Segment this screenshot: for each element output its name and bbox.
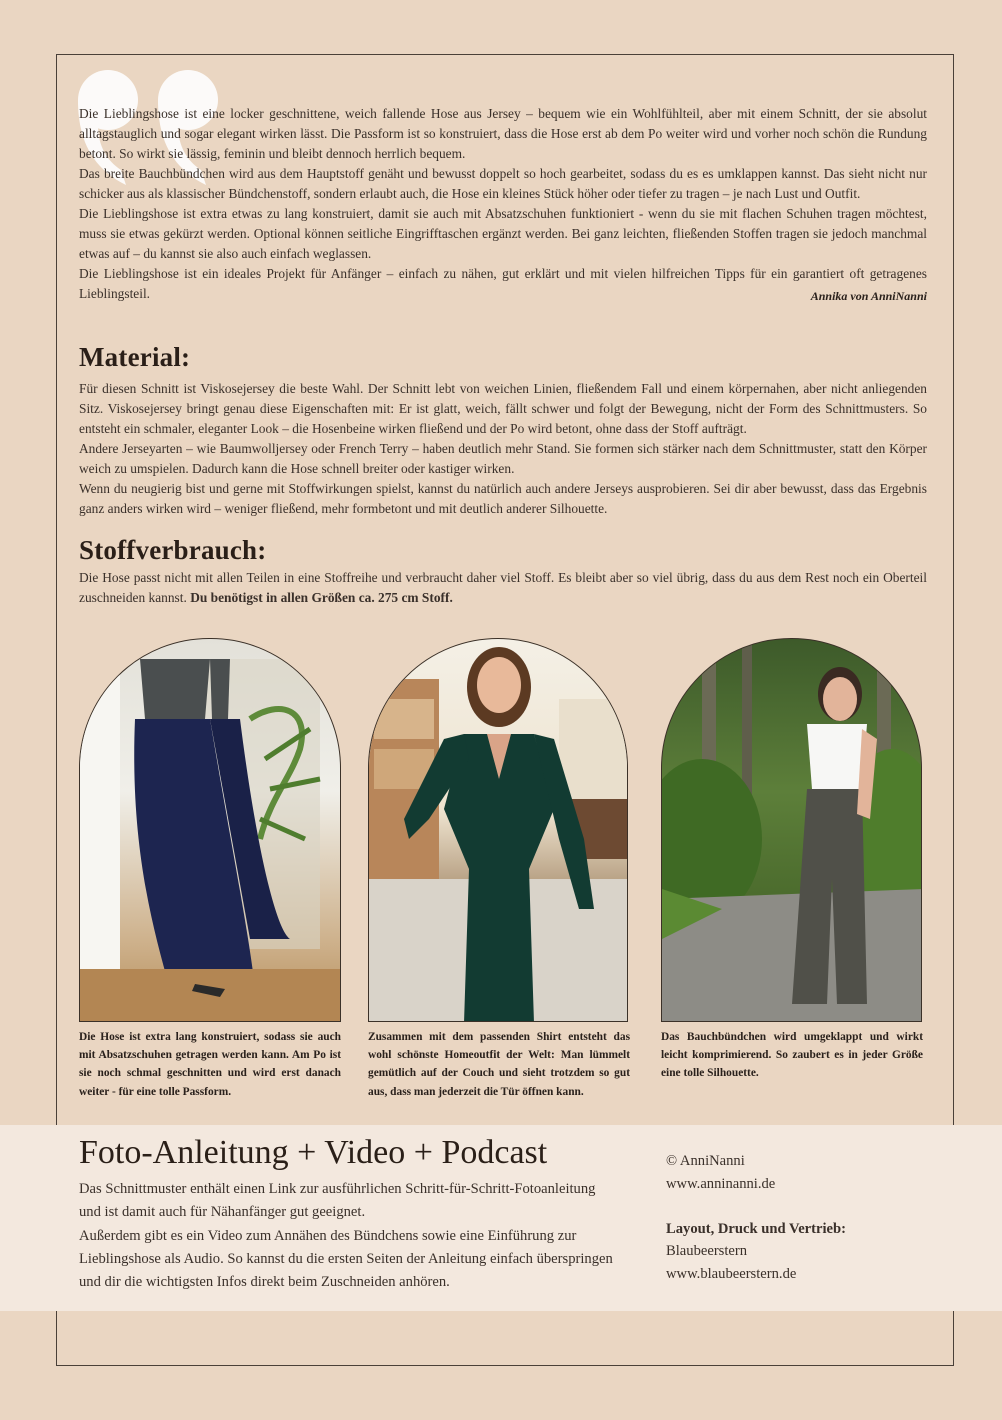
stoffverbrauch-paragraph [79, 568, 927, 608]
intro-paragraph: Die Lieblingshose ist ein ideales Projekt für Anfänger – einfach zu nähen, gut erklärt und mit vielen hilfreichen Tipps für ein garantiert oft getragenes Lieblingsteil. [79, 266, 927, 301]
photo-caption: Das Bauchbündchen wird umgeklappt und wirkt leicht komprimierend. So zaubert es in jeder Größe eine tolle Silhouette. [661, 1031, 923, 1080]
footer-paragraph: Außerdem gibt es ein Video zum Annähen des Bündchens sowie eine Einführung zur Lieblingshose als Audio. So kannst du die ersten Seiten der Anleitung einfach überspringen und dir die wichtigsten Infos direkt beim Zuschneiden anhören. [79, 1227, 613, 1291]
intro-section [79, 104, 927, 304]
photo-navy-trousers-figure [80, 639, 341, 1022]
material-paragraph: Andere Jerseyarten – wie Baumwolljersey oder French Terry – haben deutlich mehr Stand. Sie formen sich stärker nach dem Schnittmuster, statt den Körper weich zu umspielen. Dadurch kann die Hose schnell breiter oder kastiger wirken. [79, 441, 927, 476]
intro-paragraph: Die Lieblingshose ist extra etwas zu lang konstruiert, damit sie auch mit Absatzschuhen funktioniert - wenn du sie mit flachen Schuhen tragen möchtest, muss sie etwas gekürzt werden. Optional können seitliche Eingrifftaschen ergänzt werden. Bei ganz leichten, fließenden Stoffen tragen sie jedoch manchmal etwas auf – du kannst sie also auch einfach weglassen. [79, 206, 927, 261]
photo-green-outfit [368, 638, 628, 1022]
photo-grey-trousers [661, 638, 922, 1022]
publisher-info [666, 1150, 926, 1286]
stoffverbrauch-heading: Stoffverbrauch: [79, 535, 267, 565]
photo-grey-trousers-figure [662, 639, 922, 1022]
stoffverbrauch-text: Die Hose passt nicht mit allen Teilen in eine Stoffreihe und verbraucht daher viel Stoff. Es bleibt aber so viel übrig, dass du aus dem Rest noch ein Oberteil zuschneiden kannst. [79, 570, 927, 605]
blaubeerstern-website-link[interactable]: www.blaubeerstern.de [666, 1266, 797, 1283]
copyright: © AnniNanni [666, 1153, 745, 1169]
signature: Annika von AnniNanni [810, 289, 927, 303]
intro-paragraph: Das breite Bauchbündchen wird aus dem Hauptstoff genäht und bewusst doppelt so hoch gearbeitet, sodass du es es umklappen kannst. Das sieht nicht nur schicker aus als klassischer Bündchenstoff, sondern erlaubt auch, die Hose ein kleines Stück höher oder tiefer zu tragen – je nach Lust und Outfit. [79, 166, 927, 201]
footer-text [79, 1178, 619, 1294]
photo-navy-trousers [79, 638, 341, 1022]
material-paragraph: Für diesen Schnitt ist Viskosejersey die beste Wahl. Der Schnitt lebt von weichen Linien, fließendem Fall und einem körpernahen, aber nicht anliegenden Sitz. Viskosejersey bringt genau diese Eigenschaften mit: Er ist glatt, weich, fällt schwer und folgt der Bewegung, nicht der Form des Schnittmusters. So entsteht ein schmaler, eleganter Look – die Hosenbeine wirken fließend und der Po wird betont, ohne dass der Stoff aufträgt. [79, 381, 927, 436]
company-name: Blaubeerstern [666, 1243, 748, 1260]
spacer [666, 1196, 926, 1218]
material-section [79, 379, 927, 519]
material-heading: Material: [79, 342, 191, 372]
photo-caption: Die Hose ist extra lang konstruiert, sodass sie auch mit Absatzschuhen getragen werden kann. Am Po ist sie noch schmal geschnitten und wird erst danach weiter - für eine tolle Passform. [79, 1031, 341, 1098]
stoffverbrauch-amount: Du benötigst in allen Größen ca. 275 cm Stoff. [190, 590, 453, 605]
photo-caption: Zusammen mit dem passenden Shirt entsteht das wohl schönste Homeoutfit der Welt: Man lümmelt gemütlich auf der Couch und sieht trotzdem so gut aus, dass man jederzeit die Tür öffnen kann. [368, 1031, 630, 1098]
footer-paragraph: Das Schnittmuster enthält einen Link zur ausführlichen Schritt-für-Schritt-Fotoanleitung und ist damit auch für Nähanfänger gut geeignet. [79, 1181, 596, 1221]
footer-title: Foto-Anleitung + Video + Podcast [79, 1134, 548, 1171]
intro-paragraph: Die Lieblingshose ist eine locker geschnittene, weich fallende Hose aus Jersey – bequem wie ein Wohlfühlteil, aber mit einem Schnitt, der sie absolut alltagstauglich und sogar elegant wirken lässt. Die Passform ist so konstruiert, dass die Hose erst ab dem Po weiter wird und vorher noch schön die Rundung betont. So wirkt sie lässig, feminin und bleibt dennoch herrlich bequem. [79, 106, 927, 161]
material-paragraph: Wenn du neugierig bist und gerne mit Stoffwirkungen spielst, kannst du natürlich auch andere Jerseys ausprobieren. Sei dir aber bewusst, dass das Ergebnis ganz anders wirken wird – weniger fließend, mehr formbetont und mit deutlich anderer Silhouette. [79, 481, 927, 516]
stoffverbrauch-section [79, 568, 927, 608]
anninanni-website-link[interactable]: www.anninanni.de [666, 1175, 776, 1192]
layout-label: Layout, Druck und Vertrieb: [666, 1220, 847, 1237]
photo-green-outfit-figure [369, 639, 628, 1022]
